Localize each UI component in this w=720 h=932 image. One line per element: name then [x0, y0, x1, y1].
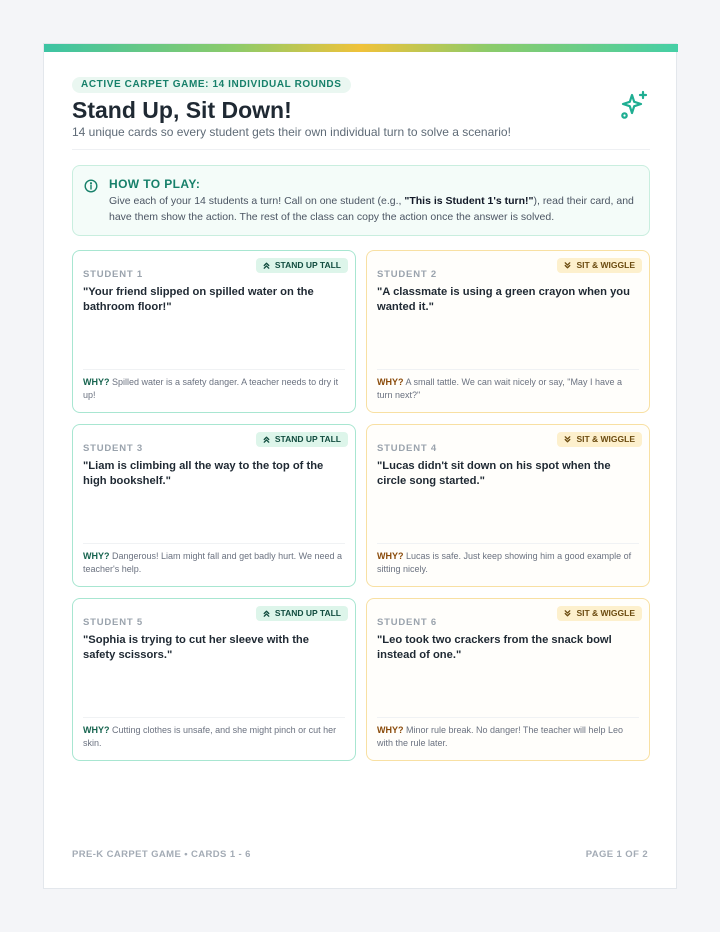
- top-accent-bar: [44, 44, 678, 52]
- card-divider: [377, 369, 639, 370]
- scenario-quote: "A classmate is using a green crayon when you wanted it.": [377, 286, 630, 313]
- scenario-card: [366, 250, 650, 413]
- sit-wiggle-tag: SIT & WIGGLE: [557, 258, 642, 273]
- page: [43, 43, 677, 889]
- chevron-double-down-icon: [563, 435, 572, 444]
- chevron-double-down-icon: [563, 261, 572, 270]
- chevron-double-up-icon: [262, 261, 271, 270]
- scenario-card: [72, 424, 356, 587]
- why-explanation: WHY? Dangerous! Liam might fall and get badly hurt. We need a teacher's help.: [83, 551, 342, 574]
- sit-wiggle-tag: SIT & WIGGLE: [557, 606, 642, 621]
- scenario-card: [72, 250, 356, 413]
- page-number: PAGE 1 OF 2: [585, 849, 648, 860]
- how-to-play-text: Give each of your 14 students a turn! Call on one student (e.g., "This is Student 1's turn!"), read their card, and have them show the action. The rest of the class can copy the action once the answer is solved.: [109, 195, 634, 223]
- student-number: STUDENT 6: [377, 617, 437, 628]
- stand-up-tag: STAND UP TALL: [256, 432, 348, 447]
- student-number: STUDENT 3: [83, 443, 143, 454]
- student-number: STUDENT 5: [83, 617, 143, 628]
- scenario-quote: "Liam is climbing all the way to the top of the high bookshelf.": [83, 460, 324, 487]
- scenario-quote: "Lucas didn't sit down on his spot when the circle song started.": [377, 460, 611, 487]
- page-subtitle: 14 unique cards so every student gets their own individual turn to solve a scenario!: [72, 125, 511, 139]
- chevron-double-down-icon: [563, 609, 572, 618]
- chevron-double-up-icon: [262, 609, 271, 618]
- card-divider: [377, 717, 639, 718]
- why-explanation: WHY? Cutting clothes is unsafe, and she might pinch or cut her skin.: [83, 725, 337, 748]
- card-divider: [83, 717, 345, 718]
- stand-up-tag: STAND UP TALL: [256, 258, 348, 273]
- sit-wiggle-tag: SIT & WIGGLE: [557, 432, 642, 447]
- stand-up-tag: STAND UP TALL: [256, 606, 348, 621]
- info-icon: [84, 179, 98, 193]
- page-title: Stand Up, Sit Down!: [72, 97, 292, 123]
- scenario-quote: "Sophia is trying to cut her sleeve with the safety scissors.": [83, 634, 309, 661]
- sparkle-icon: [618, 89, 650, 121]
- why-explanation: WHY? Lucas is safe. Just keep showing him a good example of sitting nicely.: [377, 551, 632, 574]
- card-divider: [377, 543, 639, 544]
- footer-label: PRE-K CARPET GAME • CARDS 1 - 6: [72, 849, 251, 860]
- chevron-double-up-icon: [262, 435, 271, 444]
- scenario-card: [366, 424, 650, 587]
- why-explanation: WHY? Spilled water is a safety danger. A teacher needs to dry it up!: [83, 377, 339, 400]
- scenario-card: [72, 598, 356, 761]
- scenario-quote: "Your friend slipped on spilled water on the bathroom floor!": [83, 286, 314, 313]
- header-divider: [72, 149, 650, 150]
- card-divider: [83, 543, 345, 544]
- why-explanation: WHY? Minor rule break. No danger! The teacher will help Leo with the rule later.: [377, 725, 623, 748]
- how-to-play-title: HOW TO PLAY:: [109, 177, 201, 191]
- how-to-play-box: [72, 165, 650, 236]
- scenario-card: [366, 598, 650, 761]
- student-number: STUDENT 1: [83, 269, 143, 280]
- student-number: STUDENT 4: [377, 443, 437, 454]
- game-badge: ACTIVE CARPET GAME: 14 INDIVIDUAL ROUNDS: [72, 77, 351, 93]
- scenario-quote: "Leo took two crackers from the snack bowl instead of one.": [377, 634, 612, 661]
- student-number: STUDENT 2: [377, 269, 437, 280]
- card-divider: [83, 369, 345, 370]
- why-explanation: WHY? A small tattle. We can wait nicely or say, "May I have a turn next?": [377, 377, 622, 400]
